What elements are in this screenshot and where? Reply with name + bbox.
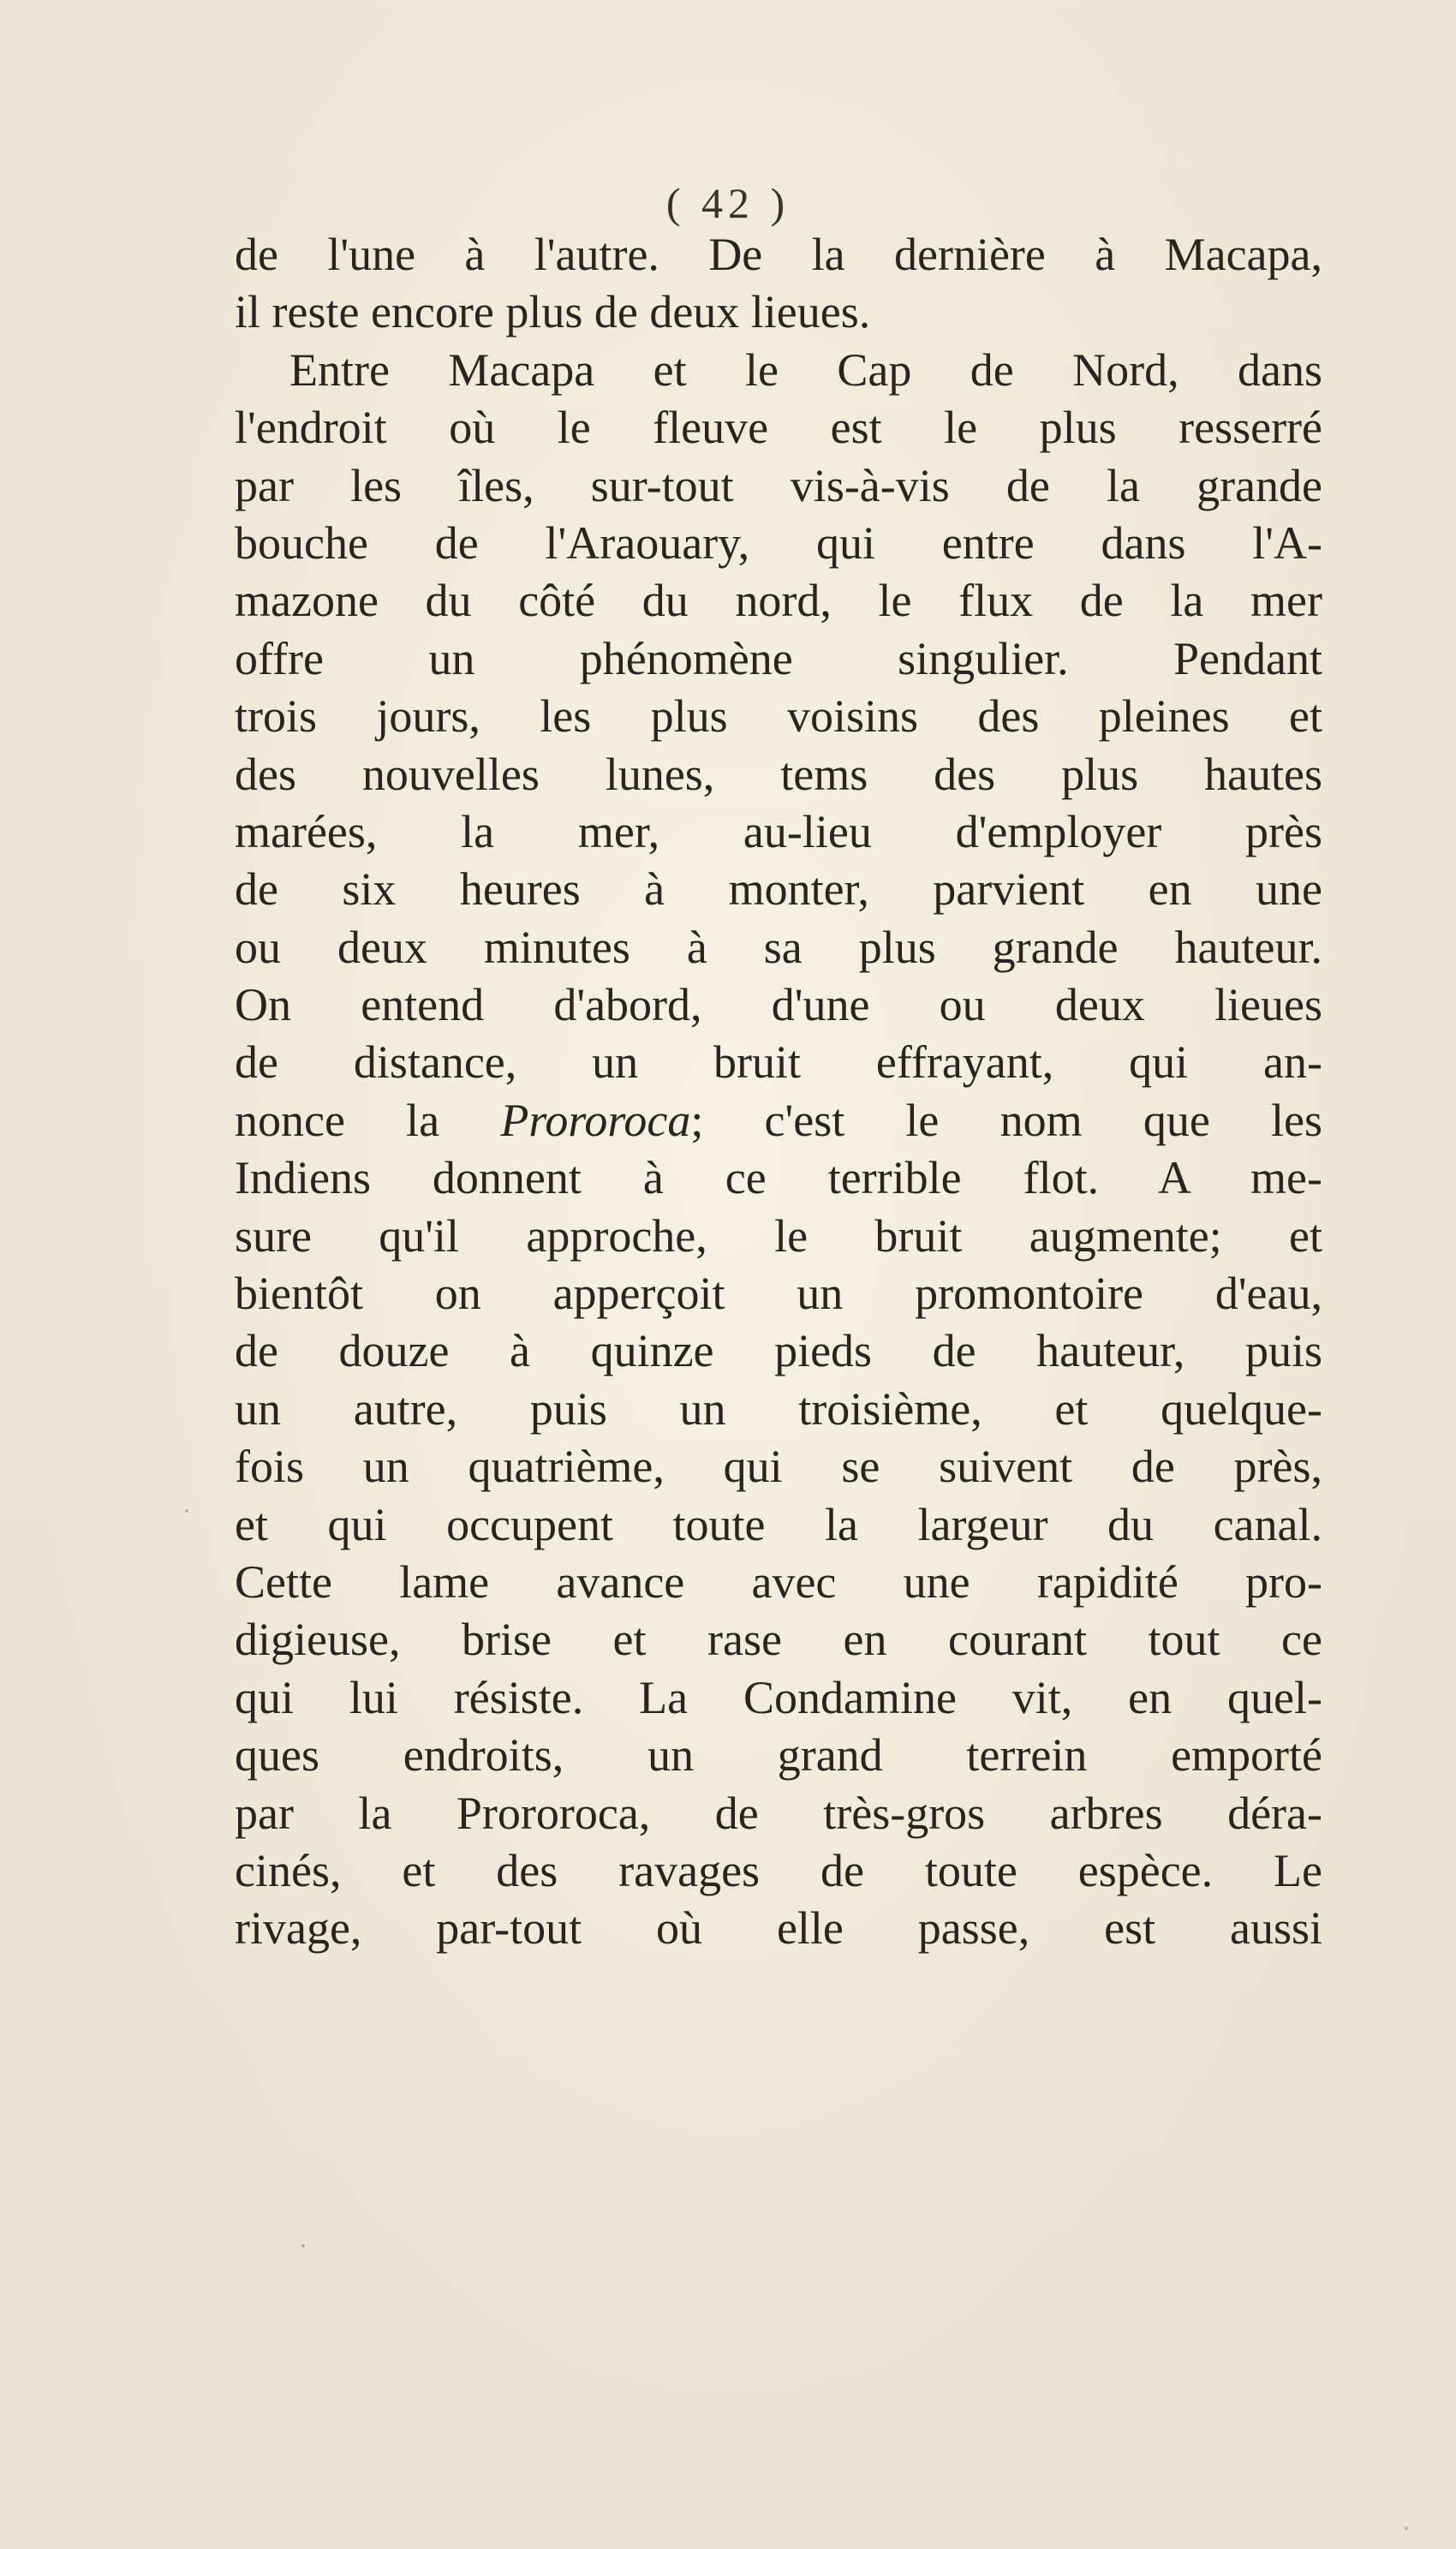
page-number: ( 42 ) bbox=[665, 179, 791, 227]
paper-speck bbox=[1405, 2527, 1408, 2530]
text-line: marées, la mer, au-lieu d'employer près bbox=[235, 805, 1322, 857]
text-line: par les îles, sur-tout vis-à-vis de la grande bbox=[235, 459, 1322, 511]
italic-term: Prororoca bbox=[500, 1094, 691, 1146]
paper-speck bbox=[301, 2244, 305, 2248]
text-run: nonce la bbox=[235, 1094, 501, 1146]
text-line: trois jours, les plus voisins des pleines et bbox=[235, 690, 1322, 743]
text-line: rivage, par-tout où elle passe, est aussi bbox=[235, 1902, 1322, 1955]
text-line: ou deux minutes à sa plus grande hauteur. bbox=[235, 921, 1322, 973]
text-run: ; c'est le nom que les bbox=[690, 1094, 1322, 1146]
text-line: de douze à quinze pieds de hauteur, puis bbox=[235, 1325, 1322, 1377]
text-line-with-italic bbox=[235, 1092, 1322, 1149]
text-line: et qui occupent toute la largeur du canal. bbox=[235, 1498, 1322, 1550]
text-line: de six heures à monter, parvient en une bbox=[235, 863, 1322, 916]
text-line: Indiens donnent à ce terrible flot. A me- bbox=[235, 1152, 1322, 1204]
text-line: offre un phénomène singulier. Pendant bbox=[235, 632, 1322, 684]
text-line: sure qu'il approche, le bruit augmente; et bbox=[235, 1209, 1322, 1262]
body-text bbox=[235, 226, 1322, 1958]
text-line: de distance, un bruit effrayant, qui an- bbox=[235, 1036, 1322, 1089]
text-line: On entend d'abord, d'une ou deux lieues bbox=[235, 979, 1322, 1031]
text-line: cinés, et des ravages de toute espèce. Le bbox=[235, 1844, 1322, 1896]
text-line: digieuse, brise et rase en courant tout ce bbox=[235, 1614, 1322, 1666]
text-line: l'endroit où le fleuve est le plus resserré bbox=[235, 402, 1322, 454]
text-line: mazone du côté du nord, le flux de la mer bbox=[235, 575, 1322, 627]
text-line: par la Prororoca, de très-gros arbres déra- bbox=[235, 1787, 1322, 1839]
text-line: il reste encore plus de deux lieues. bbox=[235, 286, 871, 338]
text-line: un autre, puis un troisième, et quelque- bbox=[235, 1382, 1322, 1435]
text-line: Cette lame avance avec une rapidité pro- bbox=[235, 1555, 1322, 1608]
text-line: fois un quatrième, qui se suivent de près, bbox=[235, 1441, 1322, 1493]
text-line: ques endroits, un grand terrein emporté bbox=[235, 1729, 1322, 1782]
text-line: bouche de l'Araouary, qui entre dans l'A- bbox=[235, 516, 1322, 569]
text-line: de l'une à l'autre. De la dernière à Macapa, bbox=[235, 229, 1322, 280]
text-line: qui lui résiste. La Condamine vit, en quel- bbox=[235, 1671, 1322, 1723]
text-line: des nouvelles lunes, tems des plus hautes bbox=[235, 748, 1322, 800]
text-line: Entre Macapa et le Cap de Nord, dans bbox=[289, 343, 1322, 396]
text-line: bientôt on apperçoit un promontoire d'eau, bbox=[235, 1268, 1322, 1320]
paper-speck bbox=[185, 1509, 188, 1513]
